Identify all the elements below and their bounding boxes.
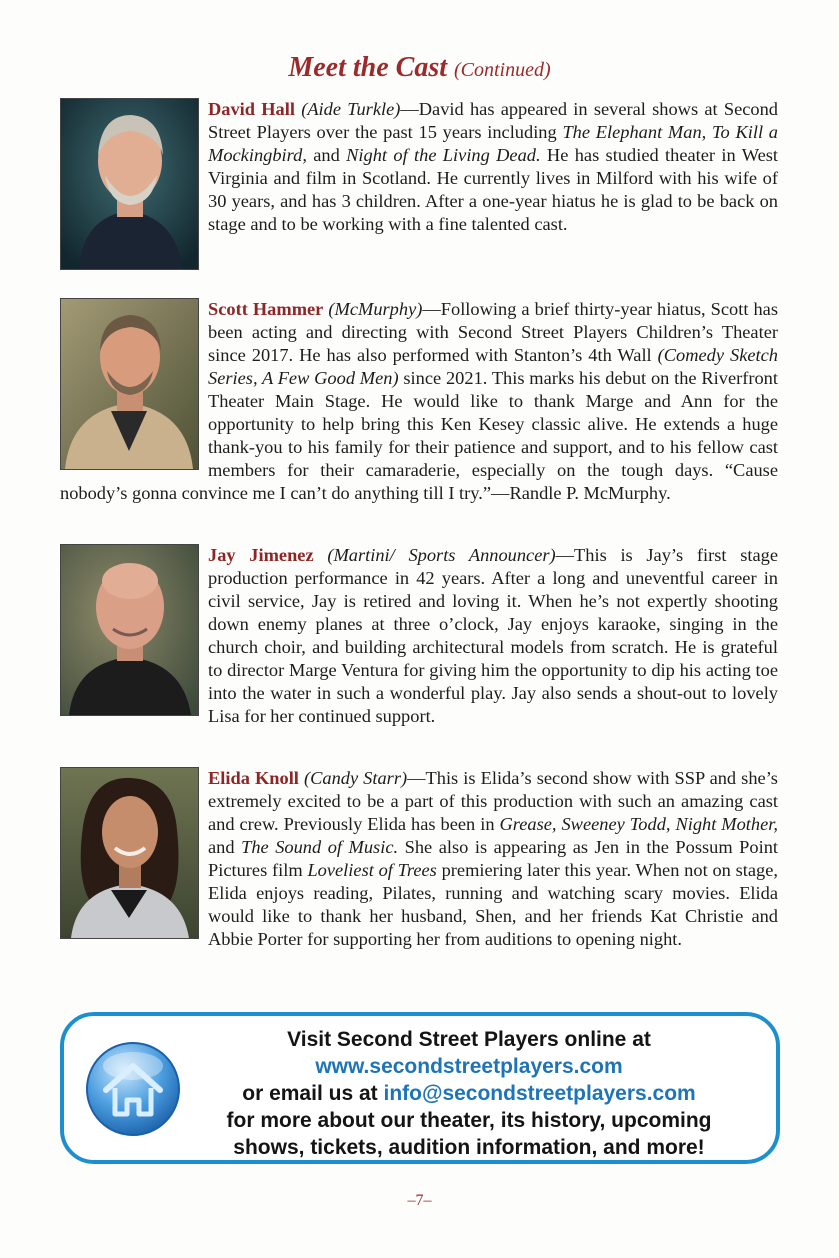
- website-info-box: [60, 1012, 780, 1164]
- cast-photo-david-hall: [60, 98, 199, 270]
- bio-run: She also is appearing as Jen in the Possum Point Pictures film: [208, 837, 779, 880]
- cast-bio-scott-hammer: [60, 298, 778, 505]
- bio-run: premiering later this year. When not on stage, Elida enjoys reading, Pilates, running and watching scary movies. Elida would like to thank her husband, Shen, and her friends Kat Christie and Abbie Porter for supporting her from auditions to opening night.: [208, 860, 778, 949]
- bio-run: He has studied theater in West Virginia and film in Scotland. He currently lives in Milford with his wife of 30 years, and has 3 children. After a one-year hiatus he is glad to be back on stage and to be working with a fine talented cast.: [208, 145, 779, 234]
- cast-bio-text: [208, 545, 778, 726]
- cast-name: Jay Jimenez: [208, 545, 314, 565]
- bio-run: —This is Elida’s second show with SSP and she’s extremely excited to be a part of this production with such an amazing cast and crew. Previously Elida has been in: [208, 768, 778, 834]
- website-text: [204, 1026, 734, 1161]
- cast-bio-jay-jimenez: [60, 544, 778, 728]
- bio-run: Grease, Sweeney Todd, Night Mother,: [499, 814, 778, 834]
- title-text: Meet the Cast: [288, 52, 447, 83]
- cast-photo-jay-jimenez: [60, 544, 199, 716]
- cast-photo-scott-hammer: [60, 298, 199, 470]
- website-link[interactable]: www.secondstreetplayers.com: [315, 1055, 623, 1078]
- email-prefix: or email us at: [242, 1082, 378, 1105]
- info-line-2: shows, tickets, audition information, and more!: [233, 1136, 705, 1159]
- bio-run: Loveliest of Trees: [307, 860, 437, 880]
- cast-role: (Candy Starr): [303, 768, 408, 788]
- bio-run: and: [208, 837, 242, 857]
- cast-role: (Martini/ Sports Announcer): [327, 545, 556, 565]
- cast-role: (McMurphy): [328, 299, 423, 319]
- cast-bio-david-hall: [60, 98, 778, 270]
- home-icon[interactable]: [84, 1040, 182, 1138]
- cast-role: (Aide Turkle): [301, 99, 401, 119]
- cast-photo-elida-knoll: [60, 767, 199, 939]
- bio-run: —This is Jay’s first stage production performance in 42 years. After a long and uneventful career in civil service, Jay is retired and loving it. When he’s not expertly shooting down enemy planes at three o’clock, Jay enjoys karaoke, singing in the church choir, and building architectural models from scratch. He is grateful to director Marge Ventura for giving him the opportunity to dip his acting toe into the water in such a wonderful play. Jay also sends a shout-out to lovely Lisa for her continued support.: [208, 545, 778, 726]
- visit-line: Visit Second Street Players online at: [287, 1028, 651, 1051]
- cast-bio-elida-knoll: [60, 767, 778, 951]
- title-continued: (Continued): [454, 59, 551, 81]
- bio-run: The Elephant Man, To Kill a Mockingbird,: [208, 122, 779, 165]
- email-line: [204, 1080, 734, 1107]
- bio-run: since 2021. This marks his debut on the Riverfront Theater Main Stage. He would like to thank Marge and Ann for the opportunity to help bring this Ken Kesey classic alive. He extends a huge thank-you to his family for their patience and support, and to his fellow cast members for their camaraderie, especially on the tough days. “Cause nobody’s gonna convince me I can’t do anything till I try.”—Randle P. McMurphy.: [60, 368, 778, 503]
- cast-name: Elida Knoll: [208, 768, 299, 788]
- cast-name: Scott Hammer: [208, 299, 324, 319]
- info-line-1: for more about our theater, its history, upcoming: [226, 1109, 712, 1132]
- bio-run: —Following a brief thirty-year hiatus, Scott has been acting and directing with Second Street Players Children’s Theater since 2017. He has also performed with Stanton’s 4th Wall: [208, 299, 778, 365]
- cast-bio-text: [208, 99, 778, 234]
- bio-run: and: [306, 145, 347, 165]
- cast-bio-text: [208, 768, 778, 949]
- bio-run: Night of the Living Dead.: [346, 145, 541, 165]
- email-link[interactable]: info@secondstreetplayers.com: [383, 1082, 696, 1105]
- bio-run: (Comedy Sketch Series, A Few Good Men): [208, 345, 779, 388]
- page-title: [0, 52, 839, 84]
- bio-run: —David has appeared in several shows at Second Street Players over the past 15 years including: [208, 99, 778, 142]
- bio-run: The Sound of Music.: [241, 837, 399, 857]
- page-number: –7–: [407, 1192, 432, 1209]
- cast-name: David Hall: [208, 99, 295, 119]
